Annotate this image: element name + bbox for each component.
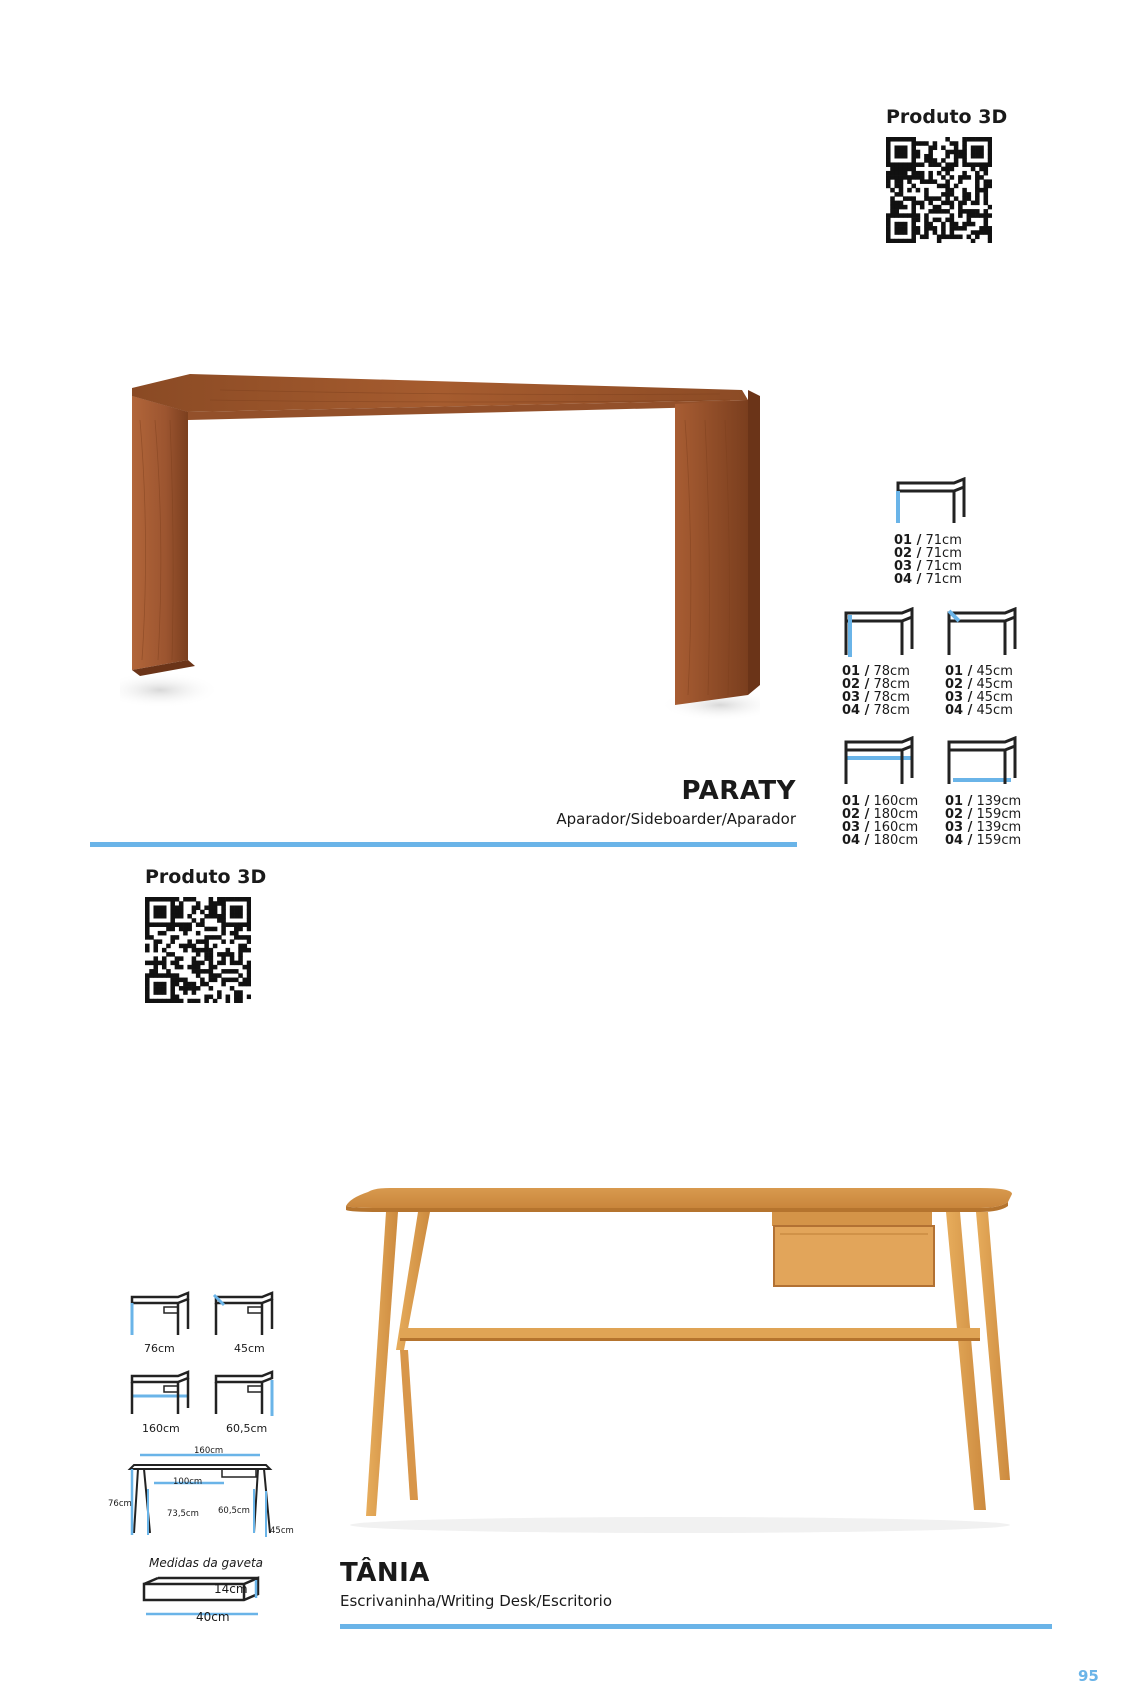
dim-row: 01 / 78cm [842,664,910,679]
tania-knee-diagram [212,1370,276,1418]
dim-row: 02 / 45cm [945,677,1013,692]
tania-diagram-100: 100cm [173,1477,203,1487]
paraty-inner-width-dims [945,795,1021,847]
paraty-product-subtitle: Aparador/Sideboarder/Aparador [556,810,796,828]
paraty-height-dims [894,534,962,586]
dim-row: 04 / 45cm [945,703,1013,718]
dim-row: 03 / 78cm [842,690,910,705]
paraty-qr-title: Produto 3D [886,106,1008,128]
dim-row: 03 / 160cm [842,820,919,835]
dim-row: 01 / 45cm [945,664,1013,679]
tania-dim-45: 45cm [234,1342,265,1355]
tania-diagram-76: 76cm [108,1499,132,1509]
tania-qr-code[interactable] [145,897,251,1003]
tania-dim-60-5: 60,5cm [226,1422,268,1435]
tania-width-diagram [128,1370,192,1418]
dim-row: 03 / 71cm [894,559,962,574]
paraty-product-name: PARATY [681,776,796,806]
tania-product-image [340,1180,1020,1540]
tania-diagram-73-5: 73,5cm [167,1509,199,1519]
paraty-height-diagram [894,477,968,531]
dim-row: 03 / 45cm [945,690,1013,705]
dim-row: 02 / 159cm [945,807,1022,822]
tania-drawer-height: 14cm [214,1582,248,1596]
dim-row: 02 / 78cm [842,677,910,692]
paraty-side-diagram [945,607,1019,661]
tania-product-name: TÂNIA [340,1558,430,1588]
tania-drawer-width: 40cm [196,1610,230,1624]
dim-row: 04 / 78cm [842,703,910,718]
tania-qr-title: Produto 3D [145,866,267,888]
tania-diagram-160: 160cm [194,1446,224,1456]
paraty-depth-dims [842,665,910,717]
paraty-divider [90,842,797,847]
tania-dim-76: 76cm [144,1342,175,1355]
tania-diagram-45: 45cm [270,1526,294,1536]
paraty-inner-width-diagram [945,736,1019,790]
dim-row: 01 / 160cm [842,794,919,809]
paraty-qr-code[interactable] [886,137,992,243]
paraty-side-dims [945,665,1013,717]
dim-row: 04 / 180cm [842,833,919,848]
tania-height-diagram [128,1291,192,1339]
tania-depth-diagram [212,1291,276,1339]
dim-row: 01 / 139cm [945,794,1022,809]
page-number: 95 [1078,1667,1099,1685]
tania-dim-160: 160cm [142,1422,180,1435]
dim-row: 01 / 71cm [894,533,962,548]
tania-divider [340,1624,1052,1629]
paraty-depth-diagram [842,607,916,661]
dim-row: 04 / 71cm [894,572,962,587]
tania-diagram-60-5: 60,5cm [218,1506,250,1516]
tania-product-subtitle: Escrivaninha/Writing Desk/Escritorio [340,1592,612,1610]
dim-row: 03 / 139cm [945,820,1022,835]
dim-row: 04 / 159cm [945,833,1022,848]
paraty-product-image [120,360,760,720]
dim-row: 02 / 71cm [894,546,962,561]
dim-row: 02 / 180cm [842,807,919,822]
tania-drawer-title: Medidas da gaveta [149,1556,264,1570]
tania-technical-diagram [104,1445,294,1540]
paraty-width-dims [842,795,918,847]
paraty-width-diagram [842,736,916,790]
